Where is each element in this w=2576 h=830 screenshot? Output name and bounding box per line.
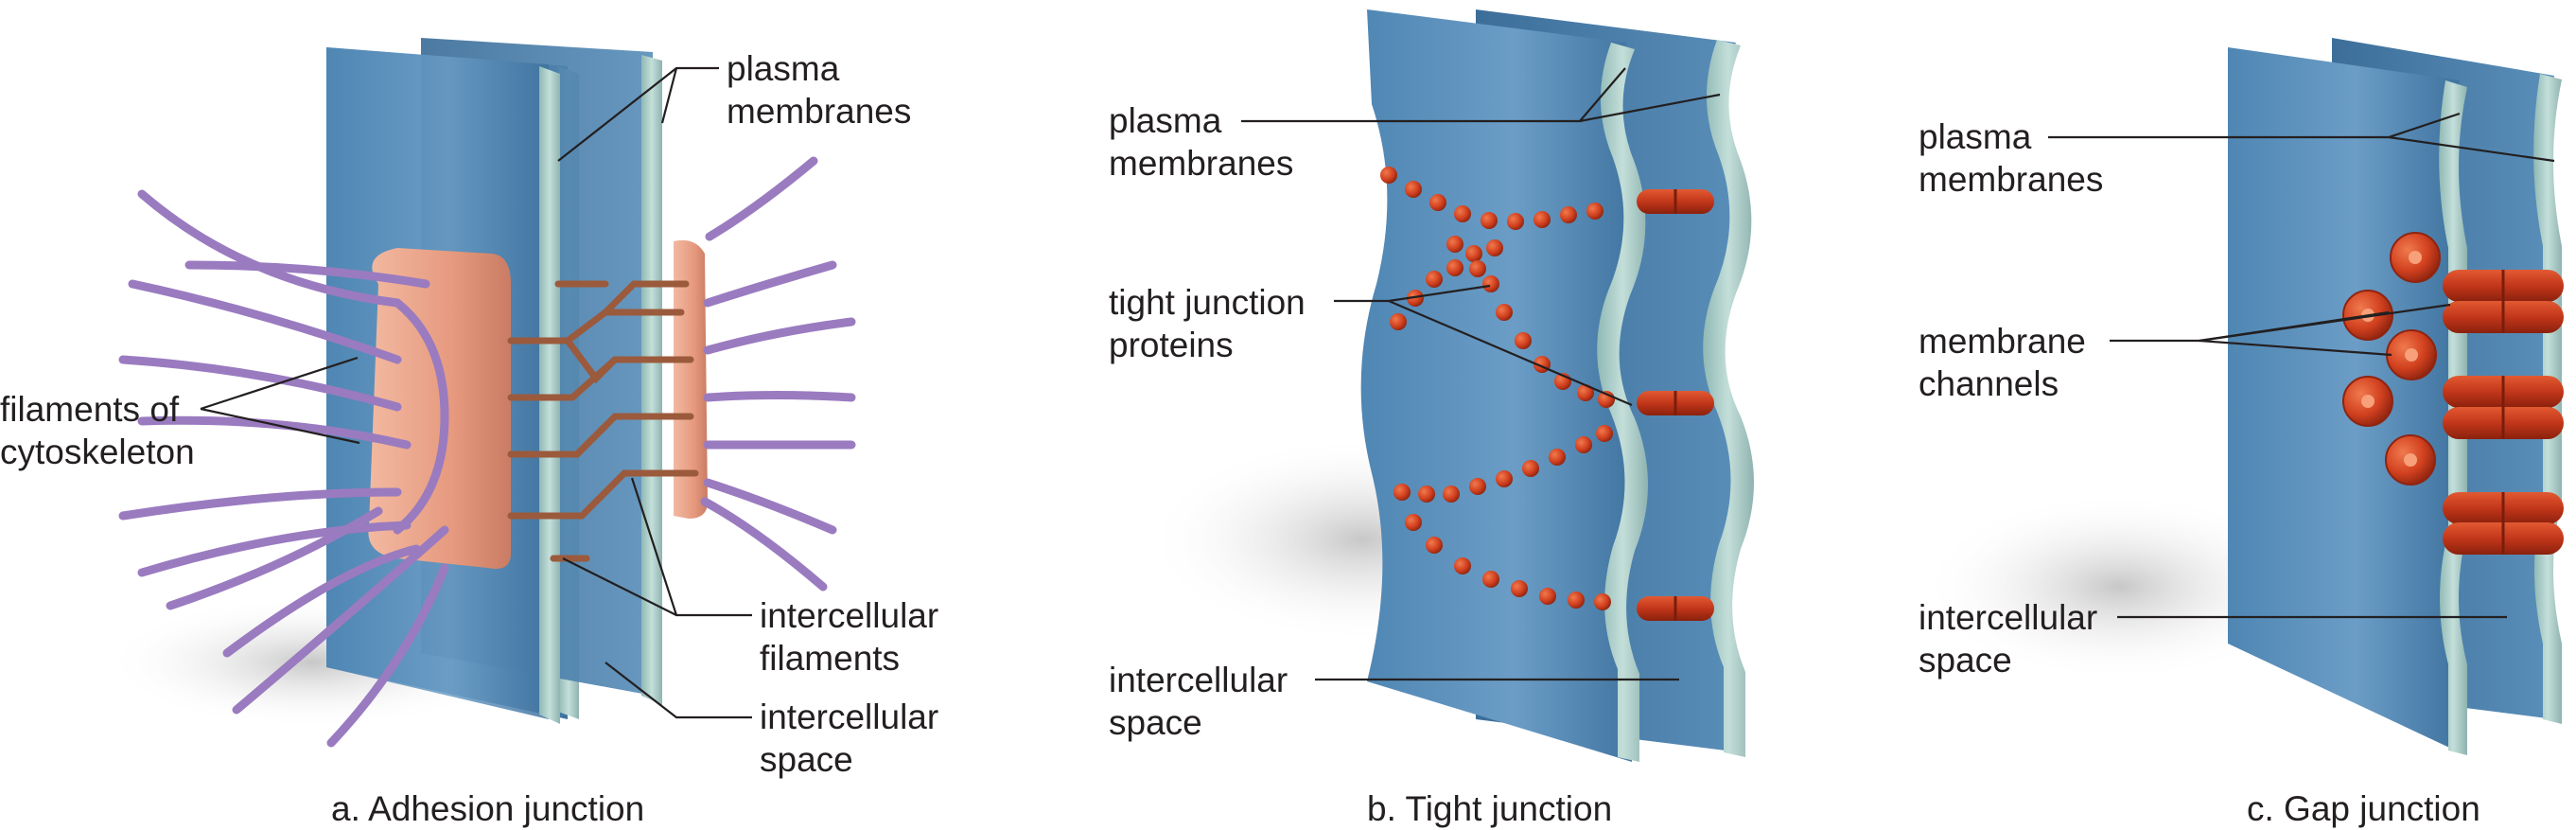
label-filaments-of-cytoskeleton (0, 388, 195, 473)
caption-adhesion-junction: a. Adhesion junction (331, 789, 645, 828)
label-line: membranes (1109, 144, 1294, 183)
label-line: channels (1919, 364, 2059, 403)
label-line: plasma (1919, 117, 2032, 156)
cell-membrane-front (1361, 9, 1639, 762)
label-membrane-channels (1919, 320, 2086, 405)
label-intercellular-space-a (760, 696, 938, 781)
label-plasma-membranes-a (727, 47, 911, 132)
adhesion-junction-illustration (104, 38, 851, 743)
label-plasma-membranes-c (1919, 115, 2103, 201)
membrane-channels (2443, 270, 2564, 555)
caption-tight-junction: b. Tight junction (1367, 789, 1613, 828)
label-line: intercellular (760, 596, 939, 635)
label-line: intercellular (1919, 598, 2098, 637)
label-intercellular-filaments (760, 594, 938, 680)
label-intercellular-space-b (1109, 659, 1288, 744)
label-line: space (1109, 703, 1202, 742)
label-line: membranes (1919, 160, 2104, 199)
label-line: membranes (727, 92, 912, 131)
label-line: space (1919, 641, 2012, 680)
label-line: tight junction (1109, 283, 1306, 322)
label-tight-junction-proteins (1109, 281, 1306, 366)
caption-gap-junction: c. Gap junction (2247, 789, 2480, 828)
label-line: filaments of (0, 390, 180, 429)
label-line: space (760, 740, 853, 779)
label-line: proteins (1109, 326, 1234, 364)
label-intercellular-space-c (1919, 596, 2097, 681)
label-line: intercellular (1109, 661, 1288, 699)
label-line: plasma (727, 49, 840, 88)
label-plasma-membranes-b (1109, 99, 1293, 185)
label-line: plasma (1109, 101, 1222, 140)
label-line: filaments (760, 639, 901, 678)
label-line: membrane (1919, 322, 2086, 361)
label-line: cytoskeleton (0, 433, 195, 471)
label-line: intercellular (760, 698, 939, 736)
